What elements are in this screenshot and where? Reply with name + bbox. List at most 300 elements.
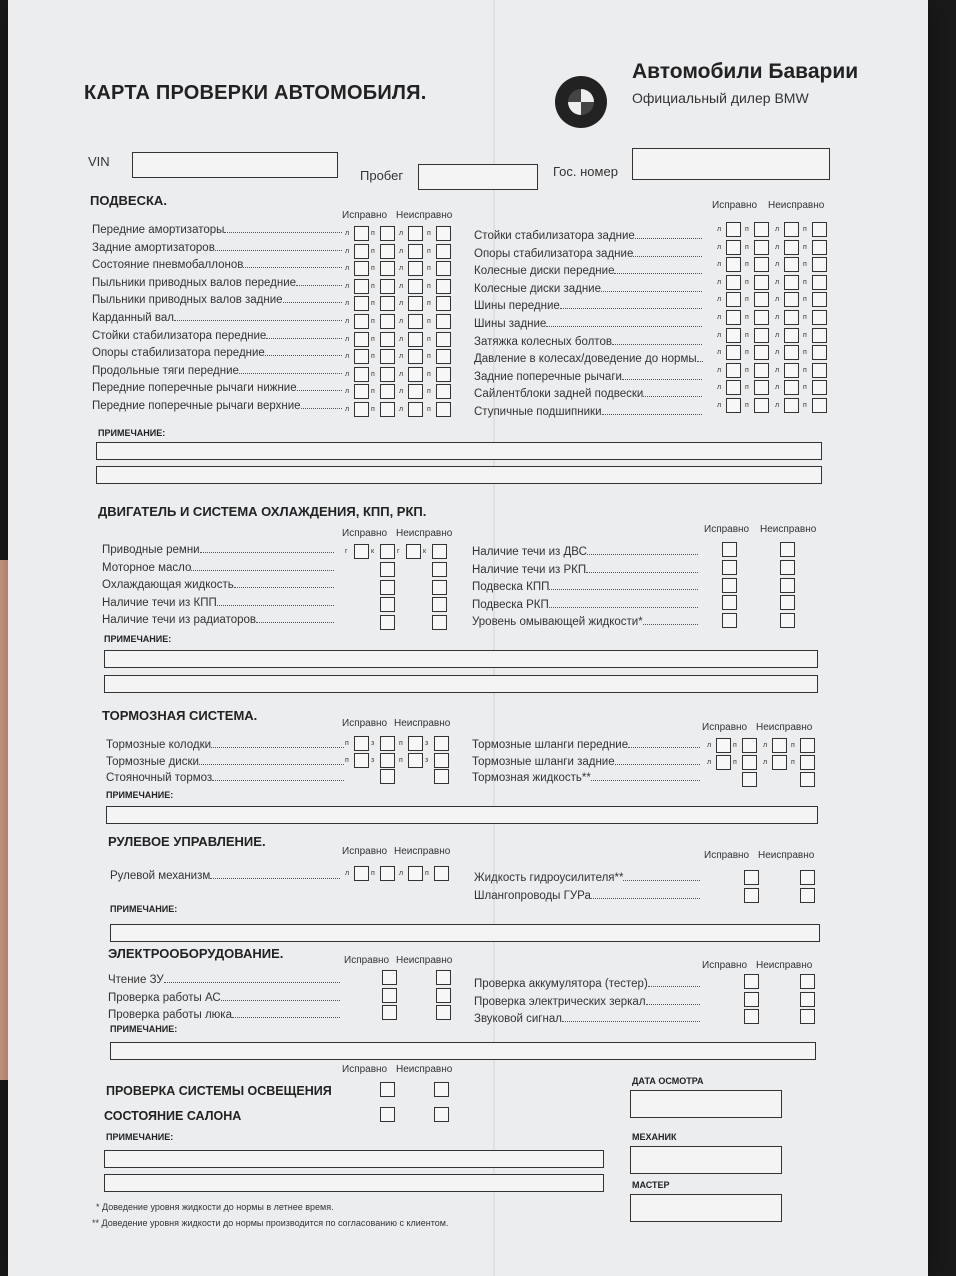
suspension-left-checkbox[interactable] [380,349,395,364]
suspension-left-side-letter: п [371,230,375,237]
engine-right-checkbox[interactable] [780,613,795,628]
suspension-left-side-letter: п [427,247,431,255]
electrical-left-ok-header: Исправно [344,955,390,966]
dot-leader [601,291,702,292]
brakes-left-checkbox[interactable] [408,736,423,751]
brakes-right-item-label: Тормозные шланги передние [472,739,629,751]
dot-leader [200,552,334,553]
suspension-left-checkbox[interactable] [380,279,395,294]
suspension-right-checkbox[interactable] [812,257,827,272]
engine-belts-checkbox[interactable] [354,544,369,559]
suspension-left-side-letter: л [399,318,404,325]
suspension-right-checkbox[interactable] [784,310,799,325]
suspension-right-checkbox[interactable] [726,310,741,325]
mileage-label: Пробег [360,168,404,183]
suspension-right-checkbox[interactable] [726,328,741,343]
electrical-right-checkbox[interactable] [744,992,759,1007]
suspension-left-checkbox[interactable] [408,384,423,399]
dot-leader [587,554,698,555]
engine-right-checkbox[interactable] [780,578,795,593]
suspension-left-checkbox[interactable] [354,261,369,276]
suspension-right-checkbox[interactable] [754,257,769,272]
vin-field[interactable] [132,152,338,178]
electrical-left-item-label: Проверка работы АС [108,991,221,1004]
suspension-right-checkbox[interactable] [812,240,827,255]
dot-leader [602,414,703,415]
suspension-right-checkbox[interactable] [812,275,827,290]
steering-right-item-label: Жидкость гидроусилителя** [474,872,624,884]
inspection-sheet [8,0,928,1276]
steering-left-checkbox[interactable] [380,866,395,881]
steering-right-checkbox[interactable] [744,870,759,885]
suspension-left-side-letter: п [427,282,431,290]
suspension-left-checkbox[interactable] [436,261,451,276]
suspension-right-checkbox[interactable] [726,380,741,395]
suspension-right-checkbox[interactable] [812,398,827,413]
final-checkbox[interactable] [380,1082,395,1097]
brakes-left-checkbox[interactable] [380,736,395,751]
suspension-left-item [92,347,342,359]
steering-left-checkbox[interactable] [354,866,369,881]
suspension-right-item-label: Задние поперечные рычаги [474,370,622,383]
brakes-left-checkbox[interactable] [408,753,423,768]
suspension-left-side-letter: п [371,318,375,325]
suspension-left-item [92,277,342,289]
suspension-right-checkbox[interactable] [754,345,769,360]
suspension-right-checkbox[interactable] [784,257,799,272]
suspension-left-side-letter: п [427,335,431,343]
suspension-left-checkbox[interactable] [380,402,395,417]
suspension-left-checkbox[interactable] [380,244,395,259]
suspension-left-checkbox[interactable] [408,332,423,347]
brakes-right-side-letter: п [733,758,737,766]
suspension-left-checkbox[interactable] [354,314,369,329]
suspension-right-checkbox[interactable] [726,363,741,378]
suspension-right-checkbox[interactable] [812,222,827,237]
suspension-right-side-letter: п [803,402,807,409]
dot-leader [221,1000,340,1001]
suspension-right-checkbox[interactable] [784,240,799,255]
suspension-right-checkbox[interactable] [784,275,799,290]
steering-left-checkbox[interactable] [434,866,449,881]
suspension-right-side-letter: п [803,278,807,286]
suspension-right-checkbox[interactable] [812,380,827,395]
suspension-1-note-field[interactable] [96,442,822,460]
dot-leader [643,396,702,397]
suspension-right-checkbox[interactable] [754,275,769,290]
suspension-right-checkbox[interactable] [784,222,799,237]
suspension-left-checkbox[interactable] [354,402,369,417]
electrical-note-label: ПРИМЕЧАНИЕ: [110,1024,178,1034]
suspension-left-side-letter: п [371,406,375,413]
brakes-right-checkbox[interactable] [742,755,757,770]
suspension-right-item-label: Шины передние [474,300,560,313]
suspension-right-checkbox[interactable] [812,345,827,360]
suspension-right-item [474,318,702,330]
suspension-right-checkbox[interactable] [784,345,799,360]
brakes-parking-checkbox[interactable] [434,769,449,784]
suspension-left-side-letter: п [427,353,431,361]
suspension-left-side-letter: л [399,353,404,361]
brakes-left-side-letter: п [345,740,349,747]
final-2-note-field[interactable] [104,1174,604,1192]
engine-belts-checkbox[interactable] [406,544,421,559]
brakes-left-checkbox[interactable] [380,753,395,768]
suspension-right-side-letter: л [775,402,780,409]
suspension-right-checkbox[interactable] [726,240,741,255]
brakes-fluid-checkbox[interactable] [742,772,757,787]
brakes-left-checkbox[interactable] [434,753,449,768]
dot-leader [591,780,700,781]
suspension-left-side-letter: л [345,388,350,396]
suspension-right-checkbox[interactable] [726,275,741,290]
suspension-right-side-letter: л [775,331,780,339]
brakes-left-side-letter: з [425,756,429,764]
dot-leader [296,285,342,286]
suspension-right-checkbox[interactable] [726,222,741,237]
engine-right-checkbox[interactable] [722,595,737,610]
suspension-left-side-letter: п [427,406,431,413]
steering-right-checkbox[interactable] [800,870,815,885]
suspension-right-item [474,388,702,400]
engine-left-checkbox[interactable] [380,615,395,630]
suspension-left-checkbox[interactable] [436,332,451,347]
suspension-2-note-field[interactable] [96,466,822,484]
suspension-right-checkbox[interactable] [726,345,741,360]
engine-left-item-label: Наличие течи из КПП [102,596,217,609]
electrical-right-checkbox[interactable] [800,992,815,1007]
vin-label: VIN [88,154,110,169]
suspension-left-checkbox[interactable] [436,402,451,417]
electrical-right-item-label: Звуковой сигнал [474,1013,562,1025]
suspension-right-checkbox[interactable] [726,257,741,272]
brakes-right-checkbox[interactable] [800,755,815,770]
engine-right-ok-header: Исправно [704,524,750,535]
electrical-title: ЭЛЕКТРООБОРУДОВАНИЕ. [108,946,284,961]
suspension-right-side-letter: л [717,331,722,339]
suspension-right-side-letter: п [803,331,807,339]
brakes-left-item [106,756,344,768]
dot-leader [615,764,700,765]
suspension-left-side-letter: л [345,353,350,361]
electrical-left-checkbox[interactable] [436,988,451,1003]
suspension-left-checkbox[interactable] [408,226,423,241]
engine-right-item-label: Подвеска РКП [472,598,549,611]
dot-leader [256,622,334,623]
engine-left-checkbox[interactable] [432,615,447,630]
suspension-right-checkbox[interactable] [754,380,769,395]
suspension-left-checkbox[interactable] [354,279,369,294]
suspension-right-side-letter: п [803,366,807,374]
dealer-name: Автомобили Баварии [632,60,859,83]
suspension-left-checkbox[interactable] [354,367,369,382]
electrical-left-item [108,1009,340,1021]
suspension-right-checkbox[interactable] [754,310,769,325]
engine-right-checkbox[interactable] [722,578,737,593]
suspension-right-side-letter: п [803,226,807,233]
engine-left-bad-header: Неисправно [396,528,453,539]
dot-leader [622,379,702,380]
brakes-parking-checkbox[interactable] [380,769,395,784]
brakes-right-checkbox[interactable] [716,738,731,753]
suspension-left-checkbox[interactable] [408,349,423,364]
final-1-note-field[interactable] [104,1150,604,1168]
dot-leader [697,361,703,362]
engine-right-item-label: Подвеска КПП [472,581,550,593]
brakes-right-checkbox[interactable] [772,738,787,753]
suspension-left-checkbox[interactable] [408,261,423,276]
suspension-right-checkbox[interactable] [754,292,769,307]
suspension-right-side-letter: л [775,261,780,269]
engine-right-checkbox[interactable] [722,542,737,557]
engine-right-checkbox[interactable] [780,595,795,610]
suspension-left-checkbox[interactable] [436,279,451,294]
engine-left-item-label: Наличие течи из радиаторов [102,614,256,626]
suspension-right-side-letter: л [717,384,722,392]
suspension-right-side-letter: п [745,314,749,321]
suspension-left-side-letter: л [345,335,350,343]
electrical-right-checkbox[interactable] [744,974,759,989]
suspension-right-checkbox[interactable] [784,380,799,395]
engine-left-checkbox[interactable] [432,597,447,612]
engine-left-checkbox[interactable] [432,580,447,595]
steering-right-checkbox[interactable] [800,888,815,903]
brakes-left-checkbox[interactable] [434,736,449,751]
electrical-right-item [474,978,700,990]
suspension-right-item-label: Давление в колесах/доведение до нормы [474,353,697,366]
engine-belts-checkbox[interactable] [380,544,395,559]
suspension-left-checkbox[interactable] [354,296,369,311]
suspension-right-checkbox[interactable] [726,398,741,413]
electrical-left-checkbox[interactable] [436,970,451,985]
engine-left-checkbox[interactable] [432,562,447,577]
suspension-left-checkbox[interactable] [436,314,451,329]
engine-right-item-label: Наличие течи из ДВС [472,546,587,558]
dot-leader [635,238,702,239]
suspension-right-item-label: Сайлентблоки задней подвески [474,388,644,401]
suspension-right-checkbox[interactable] [784,363,799,378]
suspension-right-checkbox[interactable] [812,292,827,307]
dot-leader [234,587,334,588]
engine-belts-side-letter: к [371,548,375,555]
inspection-date-field[interactable] [630,1090,782,1118]
suspension-left-side-letter: л [345,247,350,255]
dot-leader [174,320,342,321]
suspension-right-side-letter: л [717,261,722,269]
steering-left-side-letter: л [399,870,404,877]
electrical-right-checkbox[interactable] [800,1009,815,1024]
engine-left-checkbox[interactable] [380,562,395,577]
brakes-right-side-letter: п [733,742,737,749]
engine-2-note-field[interactable] [104,675,818,693]
electrical-left-checkbox[interactable] [436,1005,451,1020]
electrical-left-checkbox[interactable] [382,970,397,985]
brakes-right-checkbox[interactable] [772,755,787,770]
suspension-left-checkbox[interactable] [354,226,369,241]
suspension-left-checkbox[interactable] [436,349,451,364]
suspension-left-checkbox[interactable] [436,226,451,241]
master-field[interactable] [630,1194,782,1222]
suspension-right-checkbox[interactable] [784,398,799,413]
brakes-left-side-letter: п [345,756,349,764]
electrical-left-checkbox[interactable] [382,1005,397,1020]
suspension-right-side-letter: п [745,261,749,269]
steering-left-item [110,870,340,882]
suspension-right-checkbox[interactable] [812,310,827,325]
suspension-right-side-letter: п [745,296,749,304]
suspension-left-checkbox[interactable] [354,384,369,399]
suspension-left-checkbox[interactable] [408,279,423,294]
suspension-left-checkbox[interactable] [380,314,395,329]
final-checkbox[interactable] [434,1082,449,1097]
suspension-right-checkbox[interactable] [754,222,769,237]
electrical-left-checkbox[interactable] [382,988,397,1003]
steering-left-side-letter: п [425,870,429,877]
brakes-left-bad-header: Неисправно [394,718,451,729]
suspension-left-side-letter: п [427,265,431,273]
brakes-left-checkbox[interactable] [354,736,369,751]
brakes-right-side-letter: л [707,758,712,766]
suspension-right-item [474,300,702,312]
engine-right-checkbox[interactable] [780,560,795,575]
suspension-right-checkbox[interactable] [784,328,799,343]
suspension-left-checkbox[interactable] [408,314,423,329]
suspension-left-checkbox[interactable] [380,296,395,311]
suspension-right-side-letter: п [803,261,807,269]
suspension-right-side-letter: л [717,366,722,374]
dot-leader [217,605,334,606]
brakes-note-label: ПРИМЕЧАНИЕ: [106,790,174,800]
brakes-left-item-label: Стояночный тормоз [106,772,213,784]
brakes-right-bad-header: Неисправно [756,722,813,733]
suspension-right-side-letter: п [745,384,749,392]
electrical-right-item [474,996,700,1008]
steering-1-note-field[interactable] [110,924,820,942]
suspension-right-side-letter: п [803,296,807,304]
engine-right-bad-header: Неисправно [760,524,817,535]
suspension-left-checkbox[interactable] [354,349,369,364]
brakes-right-checkbox[interactable] [800,738,815,753]
dot-leader [633,256,702,257]
engine-right-item-label: Наличие течи из РКП [472,563,587,576]
final-item-1: СОСТОЯНИЕ САЛОНА [104,1109,242,1123]
final-checkbox[interactable] [380,1107,395,1122]
engine-right-checkbox[interactable] [722,613,737,628]
brakes-left-item [106,739,344,751]
suspension-right-side-letter: п [803,349,807,357]
suspension-left-checkbox[interactable] [408,244,423,259]
suspension-right-checkbox[interactable] [754,328,769,343]
suspension-right-checkbox[interactable] [754,240,769,255]
suspension-right-checkbox[interactable] [726,292,741,307]
suspension-left-checkbox[interactable] [436,244,451,259]
brakes-right-item [472,739,700,751]
suspension-right-checkbox[interactable] [812,363,827,378]
brakes-left-side-letter: з [371,740,375,747]
suspension-right-side-letter: п [745,226,749,233]
suspension-left-checkbox[interactable] [380,332,395,347]
suspension-right-checkbox[interactable] [754,363,769,378]
suspension-left-checkbox[interactable] [408,402,423,417]
suspension-left-checkbox[interactable] [380,226,395,241]
suspension-left-checkbox[interactable] [436,384,451,399]
suspension-left-checkbox[interactable] [380,384,395,399]
suspension-right-checkbox[interactable] [812,328,827,343]
suspension-right-side-letter: л [717,349,722,357]
dot-leader [586,572,698,573]
dot-leader [560,308,702,309]
dot-leader [211,747,344,748]
suspension-left-checkbox[interactable] [436,296,451,311]
engine-left-checkbox[interactable] [380,580,395,595]
suspension-left-item [92,400,342,412]
dot-leader [628,747,700,748]
steering-right-checkbox[interactable] [744,888,759,903]
suspension-left-checkbox[interactable] [354,332,369,347]
suspension-right-item-label: Шины задние [474,318,547,330]
suspension-left-checkbox[interactable] [408,367,423,382]
brakes-right-checkbox[interactable] [716,755,731,770]
brakes-right-checkbox[interactable] [742,738,757,753]
brakes-right-side-letter: л [763,742,768,749]
engine-belts-checkbox[interactable] [432,544,447,559]
suspension-left-bad-header: Неисправно [396,210,453,221]
plate-field[interactable] [632,148,830,180]
dot-leader [612,344,702,345]
brakes-left-item-label: Тормозные диски [106,755,199,768]
steering-left-side-letter: п [371,870,375,877]
suspension-left-checkbox[interactable] [380,367,395,382]
suspension-left-item-label: Пыльники приводных валов задние [92,294,283,307]
suspension-left-side-letter: л [345,230,350,237]
suspension-left-item-label: Карданный вал [92,312,175,324]
brakes-1-note-field[interactable] [106,806,818,824]
steering-note-label: ПРИМЕЧАНИЕ: [110,904,178,914]
suspension-right-checkbox[interactable] [754,398,769,413]
electrical-right-checkbox[interactable] [800,974,815,989]
engine-right-checkbox[interactable] [780,542,795,557]
mileage-field[interactable] [418,164,538,190]
suspension-right-item-label: Колесные диски передние [474,265,615,278]
electrical-1-note-field[interactable] [110,1042,816,1060]
suspension-left-checkbox[interactable] [380,261,395,276]
suspension-right-checkbox[interactable] [784,292,799,307]
steering-left-ok-header: Исправно [342,846,388,857]
mechanic-field[interactable] [630,1146,782,1174]
suspension-left-checkbox[interactable] [354,244,369,259]
suspension-right-ok-header: Исправно [712,200,758,211]
electrical-right-checkbox[interactable] [744,1009,759,1024]
steering-left-checkbox[interactable] [408,866,423,881]
suspension-left-side-letter: л [345,370,350,378]
electrical-right-item-label: Проверка электрических зеркал [474,995,646,1008]
suspension-left-checkbox[interactable] [436,367,451,382]
engine-left-checkbox[interactable] [380,597,395,612]
bmw-logo-icon [555,76,607,128]
dot-leader [212,780,344,781]
brakes-left-checkbox[interactable] [354,753,369,768]
engine-right-item [472,564,698,576]
brakes-fluid-checkbox[interactable] [800,772,815,787]
suspension-left-item-label: Передние амортизаторы [92,224,225,236]
steering-left-side-letter: л [345,870,350,877]
final-checkbox[interactable] [434,1107,449,1122]
suspension-right-side-letter: л [775,366,780,374]
inspection-date-label: ДАТА ОСМОТРА [632,1076,704,1086]
suspension-left-checkbox[interactable] [408,296,423,311]
engine-1-note-field[interactable] [104,650,818,668]
engine-right-checkbox[interactable] [722,560,737,575]
